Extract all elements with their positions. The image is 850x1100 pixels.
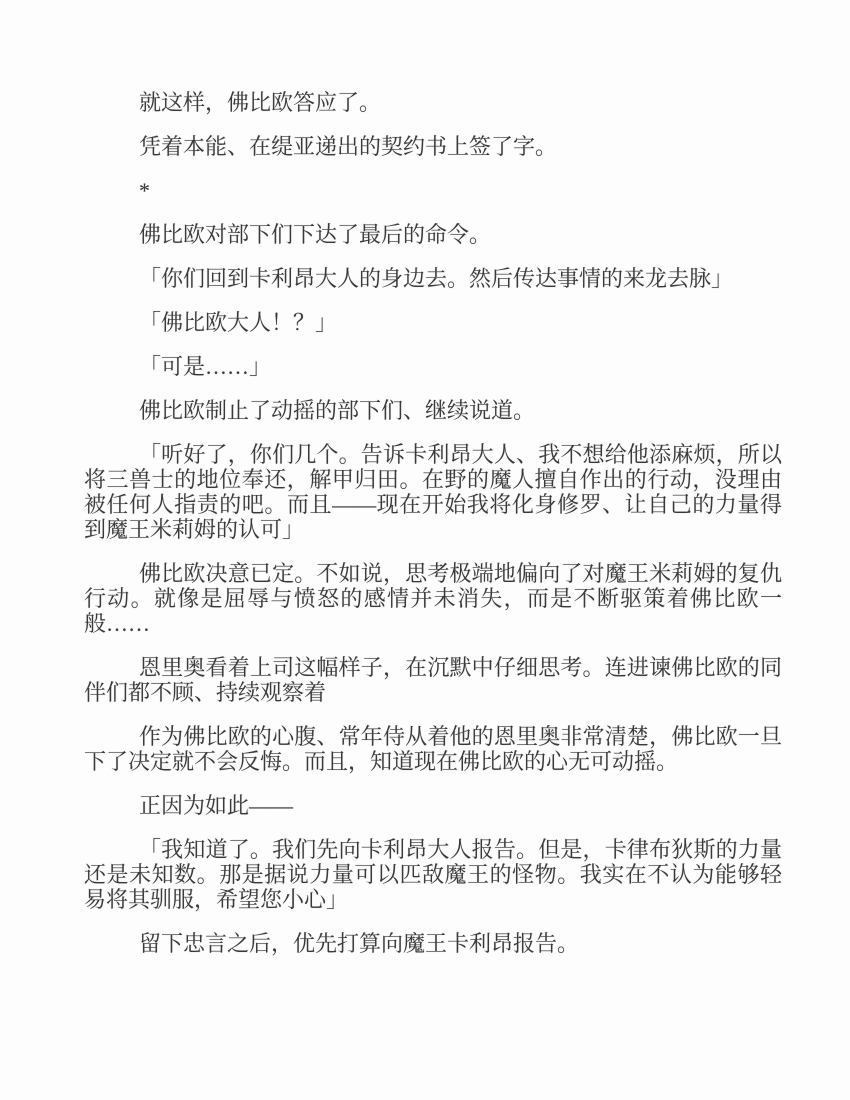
paragraph: 「可是……」	[139, 354, 272, 379]
paragraph: 留下忠言之后，优先打算向魔王卡利昂报告。	[139, 931, 580, 956]
paragraph: 作为佛比欧的心腹、常年侍从着他的恩里奥非常清楚，佛比欧一旦下了决定就不会反悔。而且，知道现在佛比欧的心无可动摇。	[84, 724, 782, 774]
paragraph: 恩里奥看着上司这幅样子，在沉默中仔细思考。连进谏佛比欧的同伴们都不顾、持续观察着	[84, 655, 782, 705]
paragraph: 佛比欧制止了动摇的部下们、继续说道。	[139, 398, 536, 423]
paragraph: 「佛比欧大人！？」	[139, 310, 338, 335]
paragraph: 「我知道了。我们先向卡利昂大人报告。但是，卡律布狄斯的力量还是未知数。那是据说力量可以匹敌魔王的怪物。我实在不认为能够轻易将其驯服，希望您小心」	[84, 837, 782, 912]
paragraph: 凭着本能、在缇亚递出的契约书上签了字。	[139, 134, 558, 159]
paragraph: 「听好了，你们几个。告诉卡利昂大人、我不想给他添麻烦，所以将三兽士的地位奉还，解甲归田。在野的魔人擅自作出的行动，没理由被任何人指责的吧。而且——现在开始我将化身修罗、让自己的力量得到魔王米莉姆的认可」	[84, 442, 782, 542]
paragraph: 正因为如此——	[139, 793, 294, 818]
text-column	[84, 90, 782, 956]
paragraph: 「你们回到卡利昂大人的身边去。然后传达事情的来龙去脉」	[139, 266, 734, 291]
paragraph: 佛比欧决意已定。不如说，思考极端地偏向了对魔王米莉姆的复仇行动。就像是屈辱与愤怒的感情并未消失，而是不断驱策着佛比欧一般……	[84, 561, 782, 636]
paragraph: 佛比欧对部下们下达了最后的命令。	[139, 222, 492, 247]
section-break-marker: *	[139, 178, 150, 203]
paragraph: 就这样，佛比欧答应了。	[139, 90, 382, 115]
